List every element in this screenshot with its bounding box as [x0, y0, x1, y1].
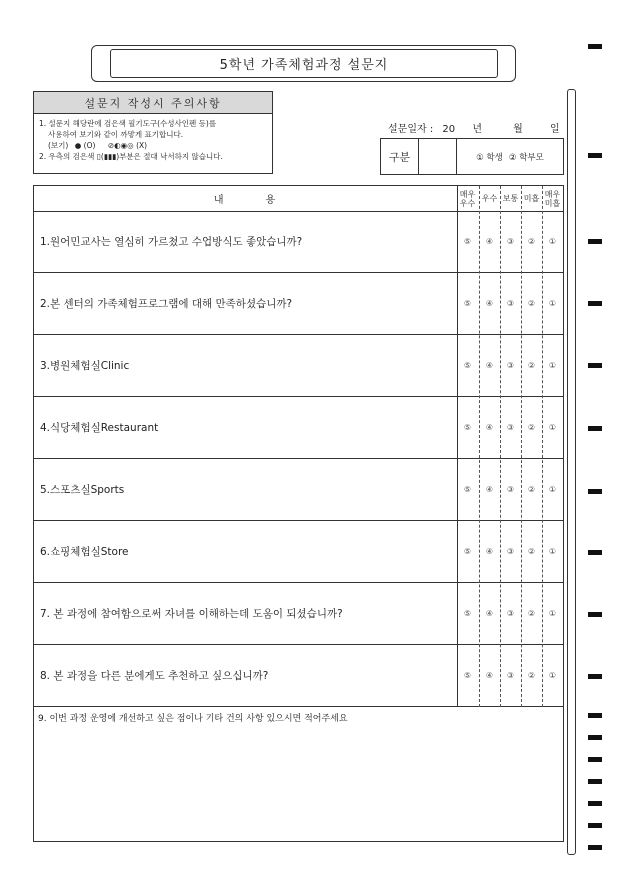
category-options [457, 139, 563, 174]
comment-prompt: 9. 이번 과정 운영에 개선하고 싶은 점이나 기타 건의 사항 있으시면 적어주세요 [38, 714, 348, 724]
timing-mark [588, 489, 602, 494]
category-option-parent[interactable]: ② 학부모 [508, 152, 544, 163]
column-divider [521, 186, 522, 707]
rating-bubble[interactable]: ⑤ [463, 237, 472, 246]
rating-bubble[interactable]: ③ [506, 361, 515, 370]
rating-header: 우수 [481, 194, 498, 203]
question-row [34, 397, 563, 459]
example-bad: ⊘◐◉◎ (X) [107, 141, 148, 150]
timing-band [567, 89, 576, 855]
rating-header: 미흡 [523, 194, 540, 203]
notice-heading: 설문지 작성시 주의사항 [34, 92, 272, 114]
rating-bubble[interactable]: ④ [485, 485, 494, 494]
rating-bubble[interactable]: ③ [506, 547, 515, 556]
survey-table [33, 185, 564, 842]
notice-example [39, 140, 268, 151]
timing-mark [588, 845, 602, 850]
rating-bubble[interactable]: ① [548, 547, 557, 556]
timing-mark [588, 426, 602, 431]
column-divider [457, 186, 458, 707]
timing-mark [588, 301, 602, 306]
rating-header: 보통 [502, 194, 519, 203]
example-good: ● (O) [74, 141, 96, 150]
category-option-student[interactable]: ① 학생 [476, 152, 503, 163]
rating-bubble[interactable]: ④ [485, 609, 494, 618]
rating-bubble[interactable]: ⑤ [463, 485, 472, 494]
rating-bubble[interactable]: ⑤ [463, 299, 472, 308]
rating-bubble[interactable]: ① [548, 423, 557, 432]
question-row [34, 645, 563, 707]
notice-box [33, 91, 273, 174]
category-label: 구분 [381, 139, 419, 174]
rating-bubble[interactable]: ① [548, 361, 557, 370]
timing-mark [588, 363, 602, 368]
timing-mark [588, 674, 602, 679]
rating-bubble[interactable]: ⑤ [463, 361, 472, 370]
rating-bubble[interactable]: ⑤ [463, 423, 472, 432]
category-box [380, 138, 564, 175]
example-label: (보기) [48, 141, 69, 150]
rating-bubble[interactable]: ③ [506, 609, 515, 618]
timing-mark [588, 612, 602, 617]
timing-mark [588, 153, 602, 158]
question-text: 8. 본 과정을 다른 분에게도 추천하고 싶으십니까? [40, 670, 269, 682]
rating-bubble[interactable]: ④ [485, 237, 494, 246]
rating-bubble[interactable]: ④ [485, 423, 494, 432]
timing-mark [588, 779, 602, 784]
question-text: 7. 본 과정에 참여함으로써 자녀를 이해하는데 도움이 되셨습니까? [40, 608, 343, 620]
question-text: 3.병원체험실Clinic [40, 360, 130, 372]
page-title: 5학년 가족체험과정 설문지 [110, 49, 498, 78]
survey-date [388, 120, 560, 135]
question-text: 4.식당체험실Restaurant [40, 422, 159, 434]
notice-line-2: 사용하여 보기와 같이 까맣게 표기합니다. [48, 130, 184, 139]
timing-mark [588, 713, 602, 718]
header-content-b: 용 [265, 195, 278, 206]
timing-mark [588, 44, 602, 49]
question-row [34, 521, 563, 583]
timing-mark [588, 801, 602, 806]
rating-bubble[interactable]: ⑤ [463, 671, 472, 680]
rating-bubble[interactable]: ② [527, 423, 536, 432]
question-row [34, 211, 563, 273]
timing-mark [588, 239, 602, 244]
question-text: 1.원어민교사는 열심히 가르쳤고 수업방식도 좋았습니까? [40, 236, 303, 248]
question-row [34, 583, 563, 645]
rating-bubble[interactable]: ② [527, 237, 536, 246]
rating-bubble[interactable]: ① [548, 237, 557, 246]
rating-bubble[interactable]: ⑤ [463, 547, 472, 556]
rating-bubble[interactable]: ③ [506, 423, 515, 432]
rating-bubble[interactable]: ③ [506, 671, 515, 680]
column-divider [542, 186, 543, 707]
rating-bubble[interactable]: ③ [506, 485, 515, 494]
notice-line-1: 1. 설문지 해당란에 검은색 필기도구(수성사인펜 등)를 [39, 119, 217, 128]
column-divider [500, 186, 501, 707]
date-label: 설문일자 : [388, 124, 434, 135]
date-year[interactable]: 년 [472, 124, 482, 135]
rating-header: 매우 미흡 [544, 189, 561, 208]
question-text: 5.스포츠실Sports [40, 484, 125, 496]
rating-bubble[interactable]: ② [527, 609, 536, 618]
question-row [34, 335, 563, 397]
date-year-prefix: 20 [442, 124, 456, 135]
comment-area[interactable] [34, 707, 563, 840]
rating-bubble[interactable]: ④ [485, 671, 494, 680]
rating-bubble[interactable]: ② [527, 361, 536, 370]
rating-bubble[interactable]: ⑤ [463, 609, 472, 618]
date-month[interactable]: 월 [513, 124, 523, 135]
category-blank [419, 139, 457, 174]
rating-bubble[interactable]: ② [527, 547, 536, 556]
rating-bubble[interactable]: ④ [485, 299, 494, 308]
rating-bubble[interactable]: ④ [485, 547, 494, 556]
rating-bubble[interactable]: ① [548, 485, 557, 494]
rating-header: 매우 우수 [459, 189, 476, 208]
rating-bubble[interactable]: ① [548, 299, 557, 308]
timing-mark [588, 757, 602, 762]
question-text: 2.본 센터의 가족체험프로그램에 대해 만족하셨습니까? [40, 298, 293, 310]
notice-body [34, 114, 272, 162]
rating-bubble[interactable]: ① [548, 671, 557, 680]
rating-bubble[interactable]: ② [527, 299, 536, 308]
rating-bubble[interactable]: ③ [506, 299, 515, 308]
notice-line-3: 2. 우측의 검은색 ▯(▮▮▮)부분은 절대 낙서하지 않습니다. [39, 152, 223, 161]
rating-bubble[interactable]: ④ [485, 361, 494, 370]
timing-mark [588, 735, 602, 740]
header-content [34, 186, 457, 211]
timing-mark [588, 823, 602, 828]
timing-mark [588, 550, 602, 555]
rating-bubble[interactable]: ③ [506, 237, 515, 246]
header-content-a: 내 [213, 195, 226, 206]
column-divider [479, 186, 480, 707]
rating-bubble[interactable]: ② [527, 485, 536, 494]
rating-bubble[interactable]: ② [527, 671, 536, 680]
date-day[interactable]: 일 [550, 124, 560, 135]
rating-bubble[interactable]: ① [548, 609, 557, 618]
question-text: 6.쇼핑체험실Store [40, 546, 129, 558]
question-row [34, 459, 563, 521]
question-row [34, 273, 563, 335]
